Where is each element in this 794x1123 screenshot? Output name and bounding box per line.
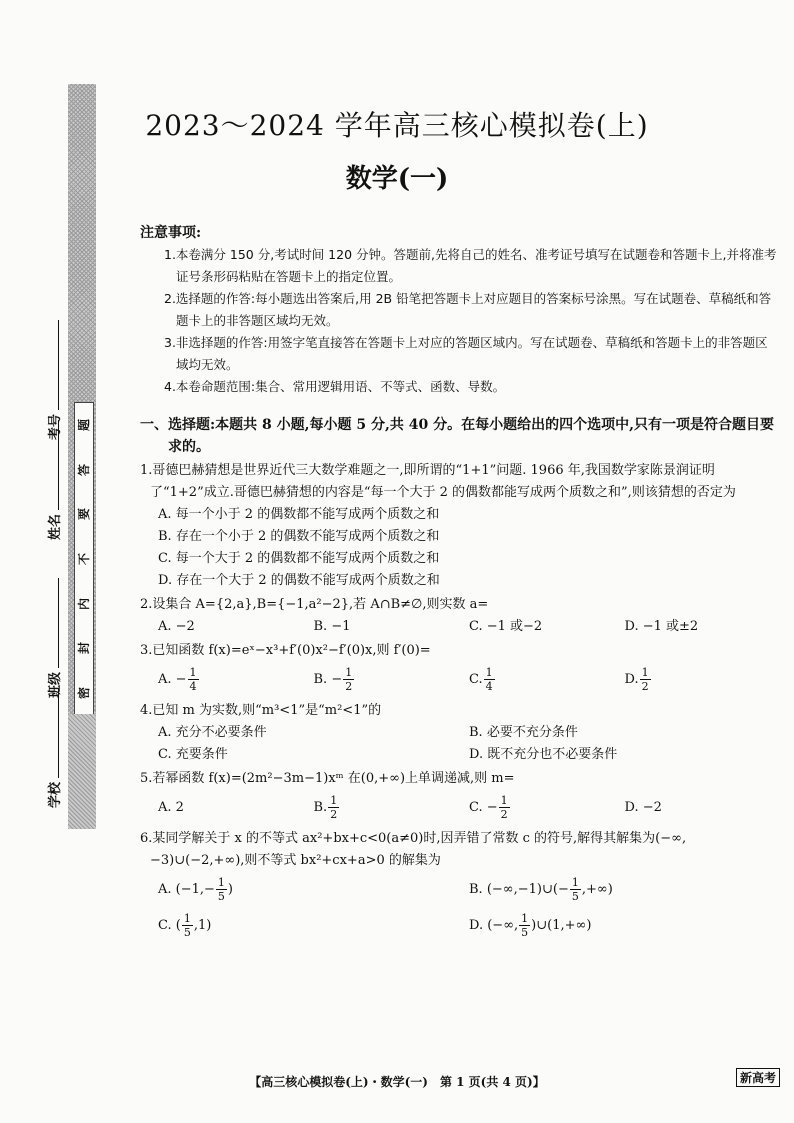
option-b[interactable]: B. (−∞,−1)∪(− $\frac{1}{5}$ ,+∞) bbox=[469, 876, 613, 903]
option-b[interactable]: B. $\frac{1}{2}$ bbox=[313, 794, 338, 821]
seal-char: 答 bbox=[76, 463, 91, 476]
class-field[interactable]: 班级 bbox=[44, 578, 63, 698]
question-3 bbox=[140, 640, 780, 698]
question-stem: 1.哥德巴赫猜想是世界近代三大数学难题之一,即所谓的“1+1”问题. 1966 年,我国数学家陈景润证明了“1+2”成立.哥德巴赫猜想的内容是“每一个大于 2 的偶数都能写成两个质数之和”,则该猜想的否定为 bbox=[140, 463, 736, 500]
notice-item: 3.非选择题的作答:用签字笔直接答在答题卡上对应的答题区域内。写在试题卷、草稿纸和答题卡上的非答题区域均无效。 bbox=[164, 335, 768, 372]
notice-item: 4.本卷命题范围:集合、常用逻辑用语、不等式、函数、导数。 bbox=[164, 379, 506, 394]
question-2 bbox=[140, 594, 780, 638]
exam-number-field[interactable]: 考号 bbox=[44, 320, 63, 440]
seal-char: 不 bbox=[76, 552, 91, 565]
school-field[interactable]: 学校 bbox=[44, 688, 63, 808]
seal-char: 密 bbox=[76, 686, 91, 699]
question-stem: 2.设集合 A={2,a},B={−1,a²−2},若 A∩B≠∅,则实数 a= bbox=[140, 597, 489, 612]
exam-content bbox=[140, 222, 780, 944]
page-title: 2023～2024 学年高三核心模拟卷(上) bbox=[145, 109, 649, 142]
new-gaokao-badge: 新高考 bbox=[736, 1068, 780, 1087]
option-a[interactable]: A. −2 bbox=[158, 619, 195, 634]
option-a[interactable]: A. 2 bbox=[158, 800, 184, 815]
option-a[interactable]: A. (−1,− $\frac{1}{5}$ ) bbox=[158, 876, 233, 903]
seal-line-box bbox=[74, 402, 94, 716]
option-b[interactable]: B. − $\frac{1}{2}$ bbox=[313, 666, 353, 693]
question-stem: 6.某同学解关于 x 的不等式 ax²+bx+c<0(a≠0)时,因弄错了常数 c 的符号,解得其解集为(−∞,−3)∪(−2,+∞),则不等式 bx²+cx+a>0 的解集为 bbox=[140, 831, 687, 868]
option-a[interactable]: A. − $\frac{1}{4}$ bbox=[158, 666, 197, 693]
notice-item: 2.选择题的作答:每小题选出答案后,用 2B 铅笔把答题卡上对应题目的答案标号涂黑。写在试题卷、草稿纸和答题卡上的非答题区域均无效。 bbox=[164, 291, 772, 328]
question-6 bbox=[140, 828, 780, 944]
option-d[interactable]: D. 既不充分也不必要条件 bbox=[469, 747, 618, 762]
option-d[interactable]: D. −1 或±2 bbox=[624, 619, 699, 634]
option-b[interactable]: B. −1 bbox=[313, 619, 351, 634]
page-footer: 【高三核心模拟卷(上)・数学(一) 第 1 页(共 4 页)】 bbox=[249, 1075, 545, 1089]
seal-char: 内 bbox=[76, 597, 91, 610]
option-b[interactable]: B. 必要不充分条件 bbox=[469, 725, 578, 740]
notice-heading: 注意事项: bbox=[140, 225, 202, 241]
option-c[interactable]: C. −1 或−2 bbox=[469, 619, 543, 634]
page-subtitle: 数学(一) bbox=[345, 164, 449, 194]
section-heading: 一、选择题:本题共 8 小题,每小题 5 分,共 40 分。在每小题给出的四个选项中,只有一项是符合题目要求的。 bbox=[140, 417, 774, 455]
question-stem: 5.若幂函数 f(x)=(2m²−3m−1)xᵐ 在(0,+∞)上单调递减,则 m= bbox=[140, 771, 515, 786]
option-a[interactable]: A. 每一个小于 2 的偶数都不能写成两个质数之和 bbox=[158, 507, 440, 522]
option-c[interactable]: C. ( $\frac{1}{5}$ ,1) bbox=[158, 912, 212, 939]
option-b[interactable]: B. 存在一个小于 2 的偶数不能写成两个质数之和 bbox=[158, 529, 440, 544]
option-c[interactable]: C. $\frac{1}{4}$ bbox=[469, 666, 493, 693]
question-5 bbox=[140, 768, 780, 826]
option-a[interactable]: A. 充分不必要条件 bbox=[158, 725, 267, 740]
seal-char: 封 bbox=[76, 642, 91, 655]
option-d[interactable]: D. (−∞, $\frac{1}{5}$ )∪(1,+∞) bbox=[469, 912, 592, 939]
binding-strip-lower bbox=[68, 714, 96, 829]
question-4 bbox=[140, 700, 780, 766]
option-d[interactable]: D. −2 bbox=[624, 800, 662, 815]
option-c[interactable]: C. 充要条件 bbox=[158, 747, 228, 762]
option-d[interactable]: D. 存在一个大于 2 的偶数不能写成两个质数之和 bbox=[158, 573, 440, 588]
seal-char: 要 bbox=[76, 508, 91, 521]
option-d[interactable]: D. $\frac{1}{2}$ bbox=[624, 666, 649, 693]
notice-item: 1.本卷满分 150 分,考试时间 120 分钟。答题前,先将自己的姓名、准考证号填写在试题卷和答题卡上,并将准考证号条形码粘贴在答题卡上的指定位置。 bbox=[164, 247, 777, 284]
question-1 bbox=[140, 460, 780, 592]
name-field[interactable]: 姓名 bbox=[44, 420, 63, 540]
question-stem: 4.已知 m 为实数,则“m³<1”是“m²<1”的 bbox=[140, 703, 382, 718]
seal-char: 题 bbox=[76, 419, 91, 432]
option-c[interactable]: C. − $\frac{1}{2}$ bbox=[469, 794, 508, 821]
option-c[interactable]: C. 每一个大于 2 的偶数都不能写成两个质数之和 bbox=[158, 551, 440, 566]
question-stem: 3.已知函数 f(x)=eˣ−x³+f′(0)x²−f′(0)x,则 f′(0)= bbox=[140, 643, 431, 658]
